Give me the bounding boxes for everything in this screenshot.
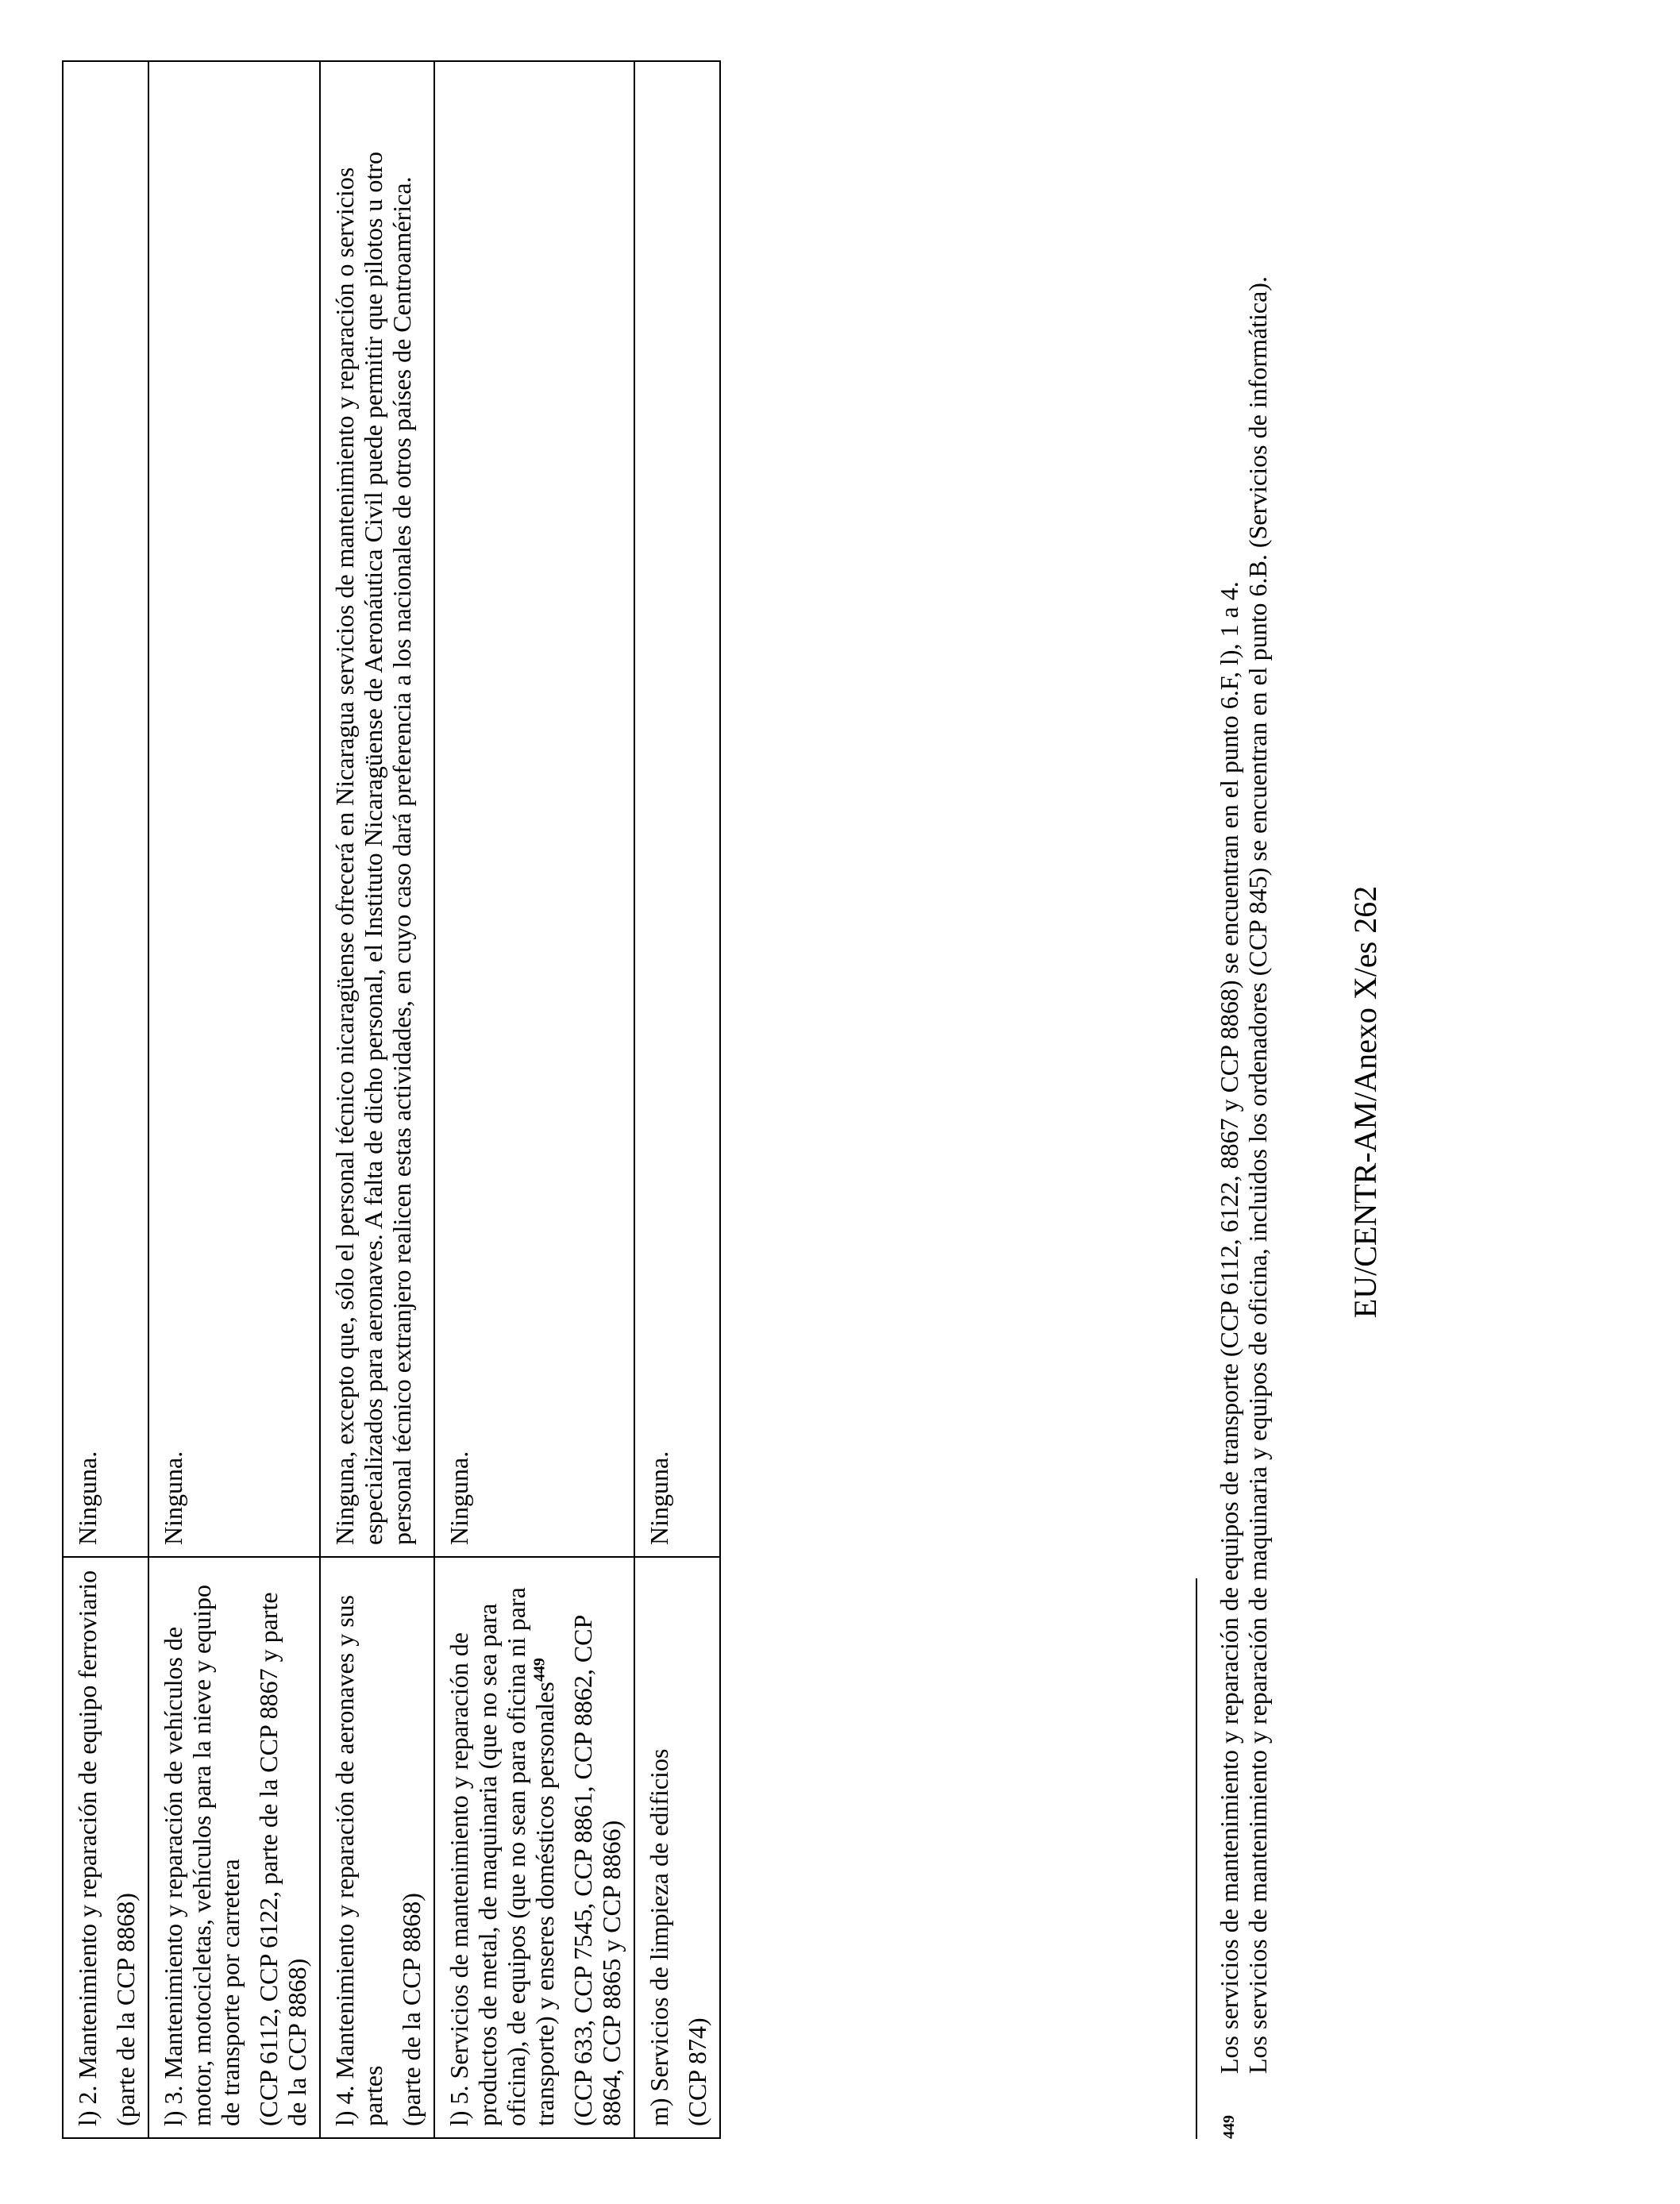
table-row	[148, 61, 320, 2138]
reservation-text: Ninguna.	[73, 1451, 102, 1545]
sector-cell	[63, 1557, 148, 2138]
footnote-separator	[1196, 1578, 1197, 2139]
footnote	[1215, 62, 1272, 2139]
sector-cell	[148, 1557, 320, 2138]
footnote-line: Los servicios de mantenimiento y reparación de equipos de transporte (CCP 6112, 6122, 8867 y CCP 8868) se encuentran en el punto 6.F, l), 1 a 4.	[1215, 581, 1243, 2074]
sector-classification: (CCP 6112, CCP 6122, parte de la CCP 8867 y parte de la CCP 8868)	[254, 1592, 311, 2126]
table-row	[63, 61, 148, 2138]
reservation-cell	[63, 61, 148, 1557]
footnote-number: 449	[1220, 2115, 1238, 2139]
page-identifier: EU/CENTR-AM/Anexo X/es 262	[1347, 885, 1383, 1319]
sector-cell	[434, 1557, 634, 2138]
sector-description: l) 2. Mantenimiento y reparación de equipo ferroviario	[73, 1570, 102, 2126]
table-row	[634, 61, 720, 2138]
reservation-text: Ninguna, excepto que, sólo el personal técnico nicaragüense ofrecerá en Nicaragua servicios de mantenimiento y reparación o servicios especializados para aeronaves. A falta de dicho personal, el Instituto Nicaragüense de Aeronáutica Civil puede permitir que pilotos u otro personal técnico extranjero realicen estas actividades, en cuyo caso dará preferencia a los nacionales de otros países de Centroamérica.	[330, 152, 416, 1545]
sector-description: l) 3. Mantenimiento y reparación de vehículos de motor, motocicletas, vehículos para la nieve y equipo de transporte por carretera	[159, 1584, 245, 2126]
table-row	[320, 61, 434, 2138]
sector-cell	[634, 1557, 720, 2138]
reservation-cell	[148, 61, 320, 1557]
sector-cell	[320, 1557, 434, 2138]
sector-classification: (CCP 874)	[683, 2017, 711, 2126]
sector-classification: (CCP 633, CCP 7545, CCP 8861, CCP 8862, CCP 8864, CCP 8865 y CCP 8866)	[568, 1615, 626, 2126]
sector-classification: (parte de la CCP 8868)	[111, 1893, 140, 2126]
table-row	[434, 61, 634, 2138]
sector-description: m) Servicios de limpieza de edificios	[645, 1748, 673, 2126]
reservation-text: Ninguna.	[159, 1451, 187, 1545]
reservation-text: Ninguna.	[445, 1451, 473, 1545]
footnote-reference[interactable]: 449	[530, 1658, 549, 1682]
reservation-cell	[320, 61, 434, 1557]
sector-description	[445, 1569, 559, 2126]
reservation-cell	[434, 61, 634, 1557]
commitments-table	[62, 60, 721, 2139]
footnote-body	[1215, 62, 1272, 2074]
footnote-line: Los servicios de mantenimiento y reparación de maquinaria y equipos de oficina, incluidos los ordenadores (CCP 845) se encuentran en el punto 6.B. (Servicios de informática).	[1243, 276, 1272, 2074]
sector-description-text: l) 5. Servicios de mantenimiento y reparación de productos de metal, de maquinaria (que no sea para oficina), de equipos (que no sean para oficina ni para transporte) y enseres domésticos personales	[445, 1587, 559, 2126]
reservation-cell	[634, 61, 720, 1557]
sector-description: l) 4. Mantenimiento y reparación de aeronaves y sus partes	[330, 1594, 387, 2126]
reservation-text: Ninguna.	[645, 1451, 673, 1545]
sector-classification: (parte de la CCP 8868)	[397, 1893, 426, 2126]
